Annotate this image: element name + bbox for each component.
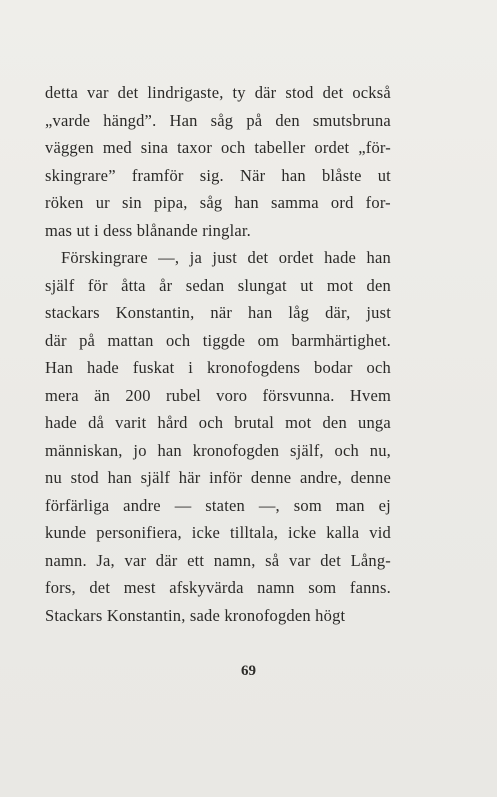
word: ut bbox=[300, 275, 314, 295]
word: människan, bbox=[45, 440, 123, 460]
word: sig. bbox=[199, 165, 224, 185]
word: och bbox=[220, 138, 246, 157]
word: denne bbox=[350, 468, 391, 487]
word: så bbox=[265, 550, 280, 570]
word: han bbox=[157, 440, 182, 460]
word: stackars bbox=[45, 303, 100, 322]
word: hade bbox=[324, 248, 357, 267]
text-line bbox=[45, 166, 391, 194]
word: ett bbox=[187, 550, 205, 570]
word: år bbox=[159, 275, 173, 295]
word: varit bbox=[115, 413, 147, 432]
word: låg bbox=[288, 303, 310, 322]
text-line: Stackars Konstantin, sade kronofogden högt bbox=[45, 605, 346, 625]
word: namn, bbox=[213, 550, 256, 570]
word: i bbox=[188, 358, 194, 377]
word: den bbox=[275, 110, 300, 130]
word: var bbox=[87, 83, 109, 102]
word: på bbox=[246, 110, 263, 130]
word: icke bbox=[288, 523, 317, 542]
word: bodar bbox=[314, 358, 353, 377]
word: om bbox=[257, 330, 280, 350]
word: han bbox=[366, 248, 391, 267]
word: fors, bbox=[45, 578, 76, 597]
word: „för- bbox=[358, 138, 391, 157]
word: hade bbox=[45, 413, 77, 432]
text-line bbox=[45, 578, 391, 606]
word: unga bbox=[358, 413, 391, 432]
word: ord bbox=[330, 193, 354, 212]
word: lindrigaste, bbox=[147, 83, 224, 102]
word: hade bbox=[87, 358, 119, 377]
word: sedan bbox=[185, 275, 225, 295]
word: smutsbruna bbox=[312, 110, 391, 130]
word: och bbox=[366, 358, 391, 377]
word: skingrare” bbox=[45, 165, 116, 185]
word: jo bbox=[133, 440, 147, 460]
word: 200 bbox=[125, 385, 151, 405]
text-line bbox=[45, 276, 391, 304]
word: ty bbox=[232, 83, 246, 102]
word: mera bbox=[45, 385, 79, 405]
body-text bbox=[45, 83, 391, 633]
word: och bbox=[334, 440, 359, 460]
word: pipa, bbox=[154, 193, 188, 212]
word: personifiera, bbox=[96, 523, 182, 542]
word: på bbox=[79, 330, 96, 350]
word: Han bbox=[169, 110, 198, 130]
word: man bbox=[335, 495, 365, 515]
text-line: mas ut i dess blånande ringlar. bbox=[45, 220, 251, 240]
word: han bbox=[247, 303, 273, 322]
word: ut bbox=[377, 165, 391, 185]
text-line bbox=[45, 551, 391, 579]
word: den bbox=[322, 413, 347, 432]
text-line bbox=[45, 441, 391, 469]
word: blåste bbox=[321, 165, 362, 185]
word: var bbox=[288, 550, 311, 570]
word: brutal bbox=[234, 413, 274, 432]
text-line bbox=[45, 111, 391, 139]
text-line bbox=[45, 331, 391, 359]
word: andre, bbox=[299, 468, 342, 487]
word: när bbox=[210, 303, 233, 322]
word: nu bbox=[45, 468, 62, 487]
text-line bbox=[45, 523, 391, 551]
word: kronofogden bbox=[192, 440, 280, 460]
word: —, bbox=[258, 495, 280, 515]
word: nu, bbox=[369, 440, 391, 460]
word: Konstantin, bbox=[115, 303, 195, 322]
word: han bbox=[234, 193, 259, 212]
word: där bbox=[155, 550, 178, 570]
word: ja bbox=[189, 248, 202, 267]
word: åtta bbox=[121, 275, 146, 295]
text-line bbox=[45, 138, 391, 166]
word: tilltala, bbox=[230, 523, 279, 542]
word: också bbox=[352, 83, 391, 102]
word: rubel bbox=[165, 385, 201, 405]
word: med bbox=[102, 138, 132, 157]
text-line bbox=[45, 193, 391, 221]
word: och bbox=[165, 330, 191, 350]
word: „varde bbox=[45, 110, 91, 130]
word: det bbox=[320, 550, 341, 570]
word: ordet bbox=[278, 248, 314, 267]
word: Hvem bbox=[349, 385, 391, 405]
word: stod bbox=[285, 83, 314, 102]
word: framför bbox=[131, 165, 184, 185]
word: såg bbox=[210, 110, 234, 130]
word: tiggde bbox=[202, 330, 246, 350]
word: sina bbox=[140, 138, 169, 157]
text-line bbox=[45, 413, 391, 441]
word: det bbox=[89, 578, 111, 597]
text-line bbox=[45, 248, 391, 276]
word: inför bbox=[209, 468, 243, 487]
word: som bbox=[293, 495, 322, 515]
word: fuskat bbox=[132, 358, 175, 377]
word: mattan bbox=[107, 330, 154, 350]
word: just bbox=[366, 303, 391, 322]
word: ordet bbox=[314, 138, 350, 157]
word: — bbox=[174, 495, 192, 515]
word: själf, bbox=[290, 440, 324, 460]
word: slungat bbox=[237, 275, 287, 295]
word: där bbox=[254, 83, 277, 102]
word: hård bbox=[157, 413, 188, 432]
word: Han bbox=[45, 358, 74, 377]
word: försvunna. bbox=[262, 385, 335, 405]
word: och bbox=[198, 413, 224, 432]
word: kalla bbox=[326, 523, 360, 542]
word: afskyvärda bbox=[169, 578, 244, 597]
word: själf bbox=[45, 275, 75, 295]
word: När bbox=[239, 165, 266, 185]
word: voro bbox=[216, 385, 248, 405]
word: kronofogdens bbox=[207, 358, 301, 377]
word: stod bbox=[70, 468, 99, 487]
word: fanns. bbox=[349, 578, 391, 597]
word: vid bbox=[369, 523, 391, 542]
text-line bbox=[45, 303, 391, 331]
word: ur bbox=[95, 193, 110, 212]
word: då bbox=[88, 413, 105, 432]
word: mot bbox=[285, 413, 312, 432]
word: staten bbox=[205, 495, 245, 515]
word: det bbox=[247, 248, 269, 267]
word: icke bbox=[191, 523, 221, 542]
word: for- bbox=[365, 193, 391, 212]
word: barmhärtighet. bbox=[291, 330, 391, 350]
word: —, bbox=[158, 248, 180, 267]
word: tabeller bbox=[254, 138, 306, 157]
word: Lång- bbox=[350, 550, 391, 570]
text-line bbox=[45, 83, 391, 111]
word: förfärliga bbox=[45, 495, 110, 515]
word: för bbox=[87, 275, 108, 295]
word: det bbox=[322, 83, 344, 102]
text-line bbox=[45, 386, 391, 414]
word: han bbox=[107, 468, 132, 487]
word: namn bbox=[257, 578, 295, 597]
text-line bbox=[45, 468, 391, 496]
word: den bbox=[366, 275, 391, 295]
word: här bbox=[178, 468, 201, 487]
word: själf bbox=[140, 468, 171, 487]
word: hängd”. bbox=[103, 110, 157, 130]
text-line bbox=[45, 496, 391, 524]
word: just bbox=[212, 248, 238, 267]
word: Ja, bbox=[96, 550, 115, 570]
word: han bbox=[281, 165, 306, 185]
word: mot bbox=[326, 275, 354, 295]
word: röken bbox=[45, 193, 84, 212]
word: Förskingrare bbox=[61, 248, 148, 267]
page-number: 69 bbox=[241, 663, 256, 679]
word: än bbox=[94, 385, 111, 405]
word: andre bbox=[123, 495, 161, 515]
word: ej bbox=[378, 495, 391, 515]
word: var bbox=[124, 550, 147, 570]
word: såg bbox=[199, 193, 223, 212]
word: sin bbox=[122, 193, 142, 212]
text-line bbox=[45, 358, 391, 386]
word: denne bbox=[250, 468, 292, 487]
word: taxor bbox=[177, 138, 213, 157]
word: som bbox=[308, 578, 337, 597]
word: kunde bbox=[45, 523, 87, 542]
word: detta bbox=[45, 83, 79, 102]
word: väggen bbox=[45, 138, 94, 157]
word: det bbox=[117, 83, 139, 102]
word: där, bbox=[325, 303, 351, 322]
word: där bbox=[45, 330, 67, 350]
word: namn. bbox=[45, 550, 87, 570]
word: samma bbox=[271, 193, 319, 212]
word: mest bbox=[123, 578, 156, 597]
